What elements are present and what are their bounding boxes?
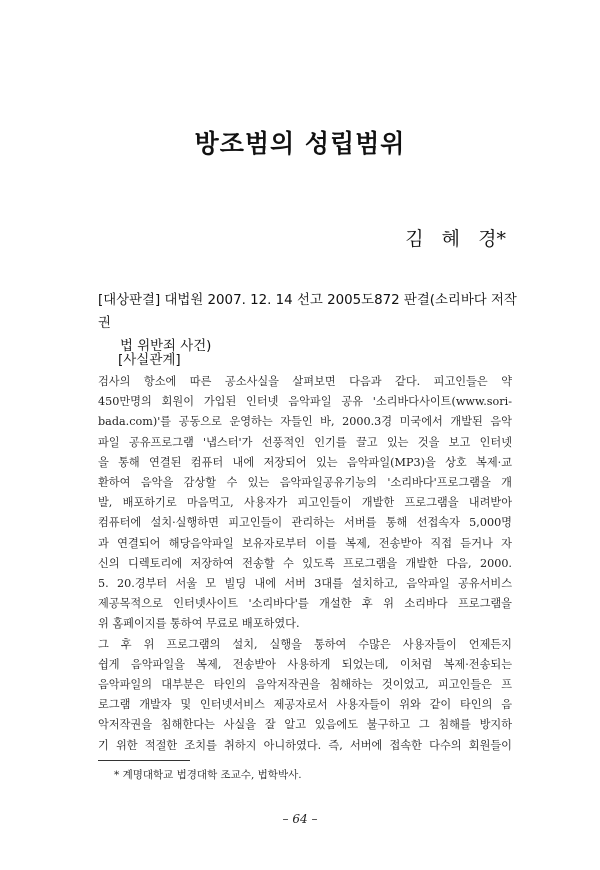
body-line: 그 후 위 프로그램의 설치, 실행을 통하여 수많은 사용자들이 언제든지	[98, 637, 512, 651]
body-line: 검사의 항소에 따른 공소사실을 살펴보면 다음과 같다. 피고인들은 약	[98, 375, 512, 388]
body-line: 환하여 음악을 감상할 수 있는 음악파일공유기능의 '소리바다'프로그램을 개	[98, 476, 512, 490]
body-line: 신의 디렉토리에 저장하여 전송할 수 있도록 프로그램을 개발한 다음, 2000.	[98, 556, 512, 570]
body-text	[98, 372, 512, 756]
page-number: – 64 –	[282, 812, 318, 826]
body-line: 컴퓨터에 설치·실행하면 피고인들이 관리하는 서버를 통해 선접속자 5,000명	[98, 516, 512, 530]
body-line: 악저작권을 침해한다는 사실을 잘 알고 있음에도 불구하고 그 침해를 방지하	[98, 718, 512, 732]
body-line: 제공목적으로 인터넷사이트 '소리바다'를 개설한 후 위 소리바다 프로그램을	[98, 597, 512, 611]
case-heading-line1: [대상판결] 대법원 2007. 12. 14 선고 2005도872 판결(소리바다 저작권	[98, 293, 517, 331]
footnote-divider	[98, 760, 190, 761]
body-line: 5. 20.경부터 서울 모 빌딩 내에 서버 3대를 설치하고, 음악파일 공유서비스	[98, 577, 512, 591]
body-line: bada.com)'를 공동으로 운영하는 자들인 바, 2000.3경 미국에서 개발된 음악	[98, 415, 512, 429]
body-line: 발, 배포하기로 마음먹고, 사용자가 피고인들이 개발한 프로그램을 내려받아	[98, 496, 512, 510]
case-heading-line2: 법 위반죄 사건)	[120, 339, 212, 354]
author-name: 김 혜 경*	[405, 228, 506, 250]
body-line: 파일 공유프로그램 '냅스터'가 선풍적인 인기를 끌고 있는 것을 보고 인터넷	[98, 435, 512, 449]
body-line: 450만명의 회원이 가입된 인터넷 음악파일 공유 '소리바다사이트(www.sori-	[98, 395, 512, 409]
body-line: 위 홈페이지를 통하여 무료로 배포하였다.	[98, 617, 300, 631]
body-line: 기 위한 적절한 조치를 취하지 아니하였다. 즉, 서버에 접속한 다수의 회원들이	[98, 738, 512, 752]
body-line: 쉽게 음악파일을 복제, 전송받아 사용하게 되었는데, 이처럼 복제·전송되는	[98, 657, 512, 671]
article-title: 방조범의 성립범위	[194, 129, 406, 158]
body-line: 음악파일의 대부분은 타인의 음악저작권을 침해하는 것이었고, 피고인들은 프	[98, 678, 512, 692]
footnote: * 계명대학교 법경대학 조교수, 법학박사.	[114, 769, 302, 781]
section-heading: [사실관계]	[118, 352, 181, 368]
body-line: 을 통해 연결된 컴퓨터 내에 저장되어 있는 음악파일(MP3)을 상호 복제·교	[98, 455, 512, 469]
body-line: 과 연결되어 해당음악파일 보유자로부터 이를 복제, 전송받아 직접 듣거나 자	[98, 536, 512, 550]
body-line: 로그램 개발자 및 인터넷서비스 제공자로서 사용자들이 위와 같이 타인의 음	[98, 698, 512, 712]
